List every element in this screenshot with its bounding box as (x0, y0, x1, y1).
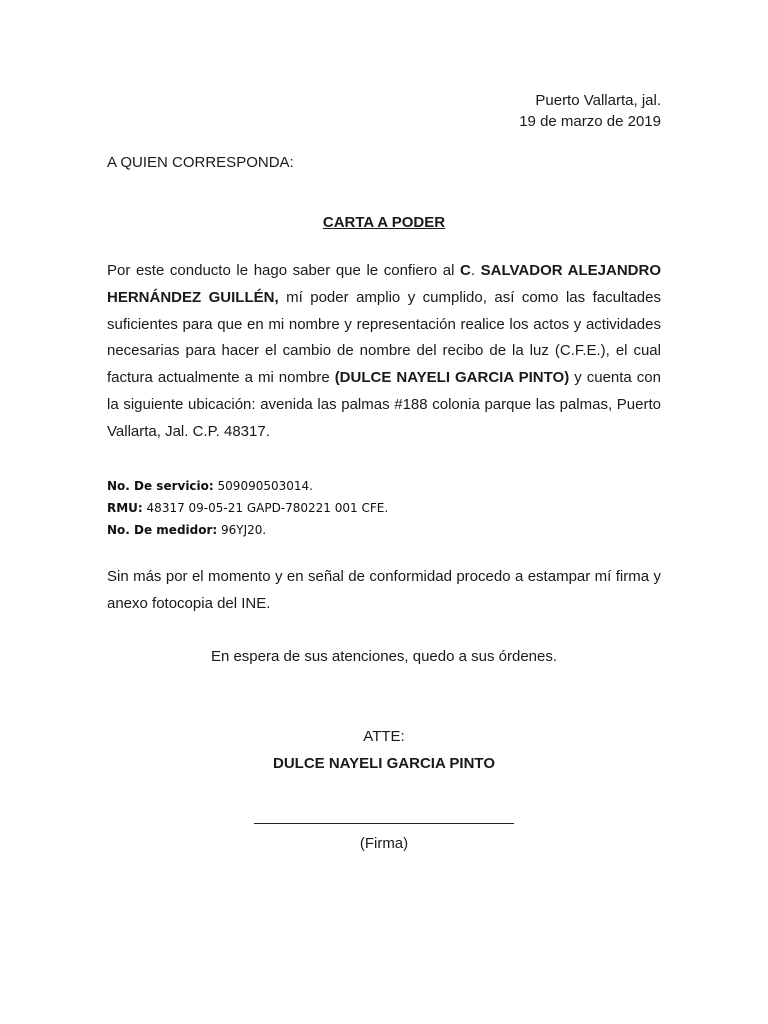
title-prefix: C (460, 262, 471, 279)
rmu-value: 48317 09-05-21 GAPD-780221 001 CFE. (142, 501, 389, 515)
signer-name: DULCE NAYELI GARCIA PINTO (273, 755, 495, 772)
body-end: y cuenta con la siguiente ubicación: avenida las palmas #188 colonia parque las palmas, Puerto Vallarta, Jal. C.P. 48317. (107, 369, 661, 440)
meter-number-label: No. De medidor: (107, 523, 218, 537)
grantee-name: SALVADOR ALEJANDRO HERNÁNDEZ GUILLÉN, (107, 262, 661, 306)
service-info-block (107, 475, 388, 541)
grantor-name: (DULCE NAYELI GARCIA PINTO) (334, 369, 570, 387)
body-paragraph (107, 258, 661, 446)
place: Puerto Vallarta, jal. (535, 92, 661, 109)
signature-caption: (Firma) (359, 835, 409, 852)
greeting: A QUIEN CORRESPONDA: (107, 154, 294, 171)
prefix-dot: . (470, 262, 481, 279)
body-middle: mí poder amplio y cumplido, así como las facultades suficientes para que en mi nombre y representación realice los actos y actividades necesarias para hacer el cambio de nombre del recibo de la luz (C.F.E.), el cual factura actualmente a mi nombre (107, 288, 661, 387)
date: 19 de marzo de 2019 (519, 113, 661, 130)
meter-number-row (107, 519, 388, 541)
closing-paragraph: Sin más por el momento y en señal de conformidad procedo a estampar mí firma y anexo fotocopia del INE. (107, 568, 661, 612)
body-intro: Por este conducto le hago saber que le confiero al (107, 262, 461, 279)
service-number-value: 509090503014. (213, 479, 313, 493)
rmu-row (107, 497, 388, 519)
document-title: CARTA A PODER (322, 214, 446, 231)
service-number-label: No. De servicio: (107, 479, 214, 493)
signature-line (254, 823, 514, 824)
place-date-block (519, 90, 661, 132)
atte-label: ATTE: (363, 728, 405, 745)
service-number-row (107, 475, 388, 497)
rmu-label: RMU: (107, 501, 143, 515)
regards-line: En espera de sus atenciones, quedo a sus órdenes. (210, 648, 558, 665)
meter-number-value: 96YJ20. (217, 523, 267, 537)
